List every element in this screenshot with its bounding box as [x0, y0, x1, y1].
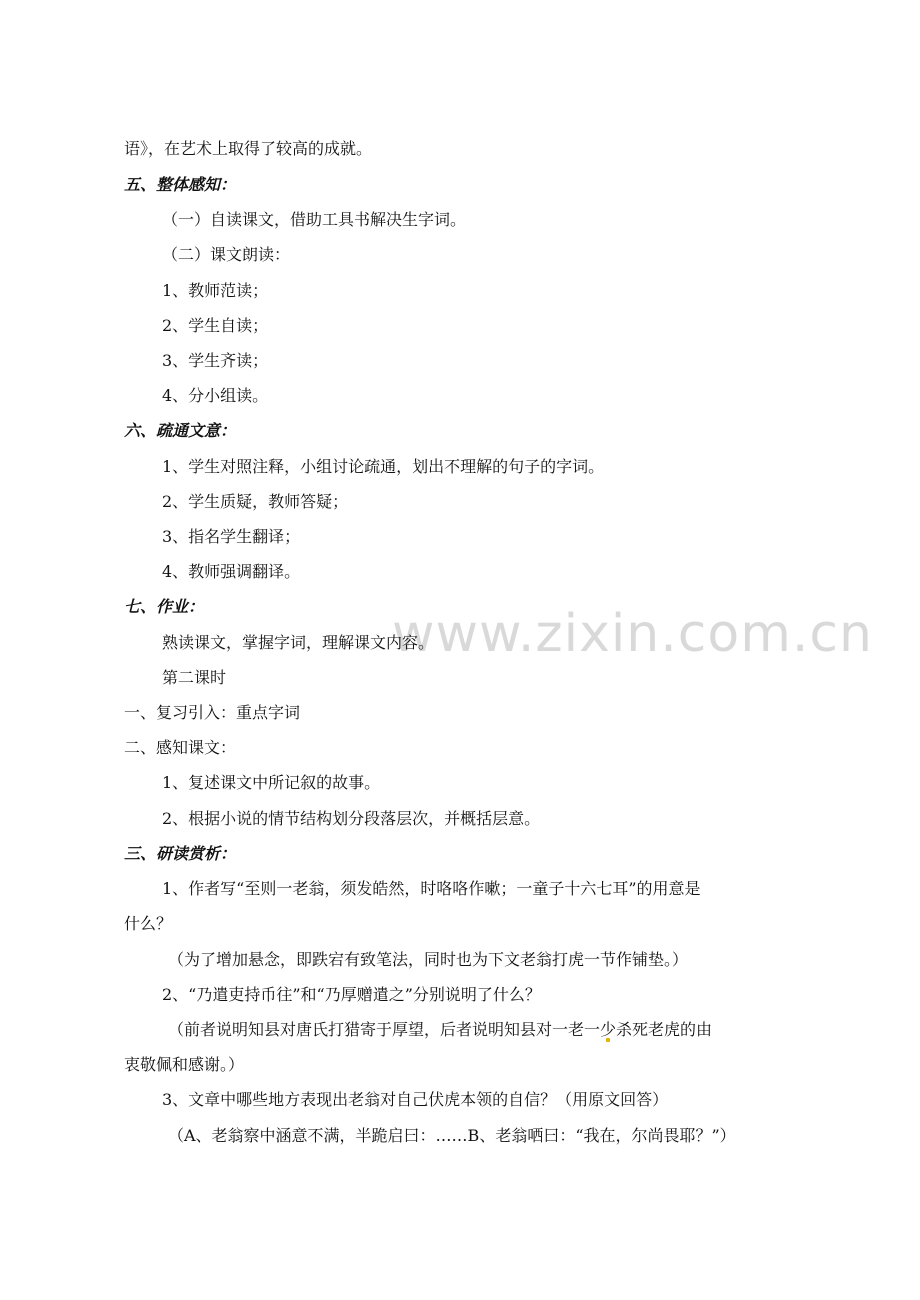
list-item: 2、根据小说的情节结构划分段落层次，并概括层意。 [162, 809, 541, 828]
text-line: （一）自读课文，借助工具书解决生字词。 [162, 210, 467, 229]
question-continued: 什么？ [124, 914, 173, 933]
section-heading-6: 六、疏通文意： [124, 421, 237, 440]
answer: （A、老翁察中涵意不满，半跪启曰：……B、老翁哂曰：“我在，尔尚畏耶？”） [168, 1126, 736, 1145]
section-heading-7: 七、作业： [124, 597, 205, 616]
list-item: 1、教师范读； [162, 281, 269, 300]
list-item: 2、学生质疑，教师答疑； [162, 492, 349, 511]
list-item: 1、学生对照注释，小组讨论疏通，划出不理解的句子的字词。 [162, 457, 605, 476]
question: 3、文章中哪些地方表现出老翁对自己伏虎本领的自信？（用原文回答） [162, 1090, 669, 1109]
lesson-title: 第二课时 [162, 668, 227, 687]
answer-continued: 衷敬佩和感谢。） [124, 1055, 245, 1074]
text-line: 语》，在艺术上取得了较高的成就。 [124, 139, 373, 158]
section-heading-3: 三、研读赏析： [124, 844, 237, 863]
answer: （为了增加悬念，即跌宕有致笔法，同时也为下文老翁打虎一节作铺垫。） [168, 950, 689, 969]
text-line: （二）课文朗读： [162, 245, 291, 264]
list-item: 3、指名学生翻译； [162, 527, 301, 546]
list-item: 4、分小组读。 [162, 386, 269, 405]
question: 1、作者写“至则一老翁，须发皓然，时咯咯作嗽；一童子十六七耳”的用意是 [162, 879, 701, 898]
answer: （前者说明知县对唐氏打猎寄于厚望，后者说明知县对一老一少杀死老虎的由 [168, 1020, 713, 1039]
list-item: 4、教师强调翻译。 [162, 562, 301, 581]
question: 2、“乃遣吏持币往”和“乃厚赠遣之”分别说明了什么？ [162, 985, 541, 1004]
text-line: 熟读课文，掌握字词，理解课文内容。 [162, 633, 435, 652]
section-heading-1: 一、复习引入：重点字词 [124, 703, 301, 722]
list-item: 2、学生自读； [162, 316, 269, 335]
section-heading-2: 二、感知课文： [124, 738, 237, 757]
list-item: 3、学生齐读； [162, 351, 269, 370]
section-heading-5: 五、整体感知： [124, 175, 237, 194]
watermark: www.zixin.com.cn [392, 604, 873, 664]
list-item: 1、复述课文中所记叙的故事。 [162, 773, 381, 792]
